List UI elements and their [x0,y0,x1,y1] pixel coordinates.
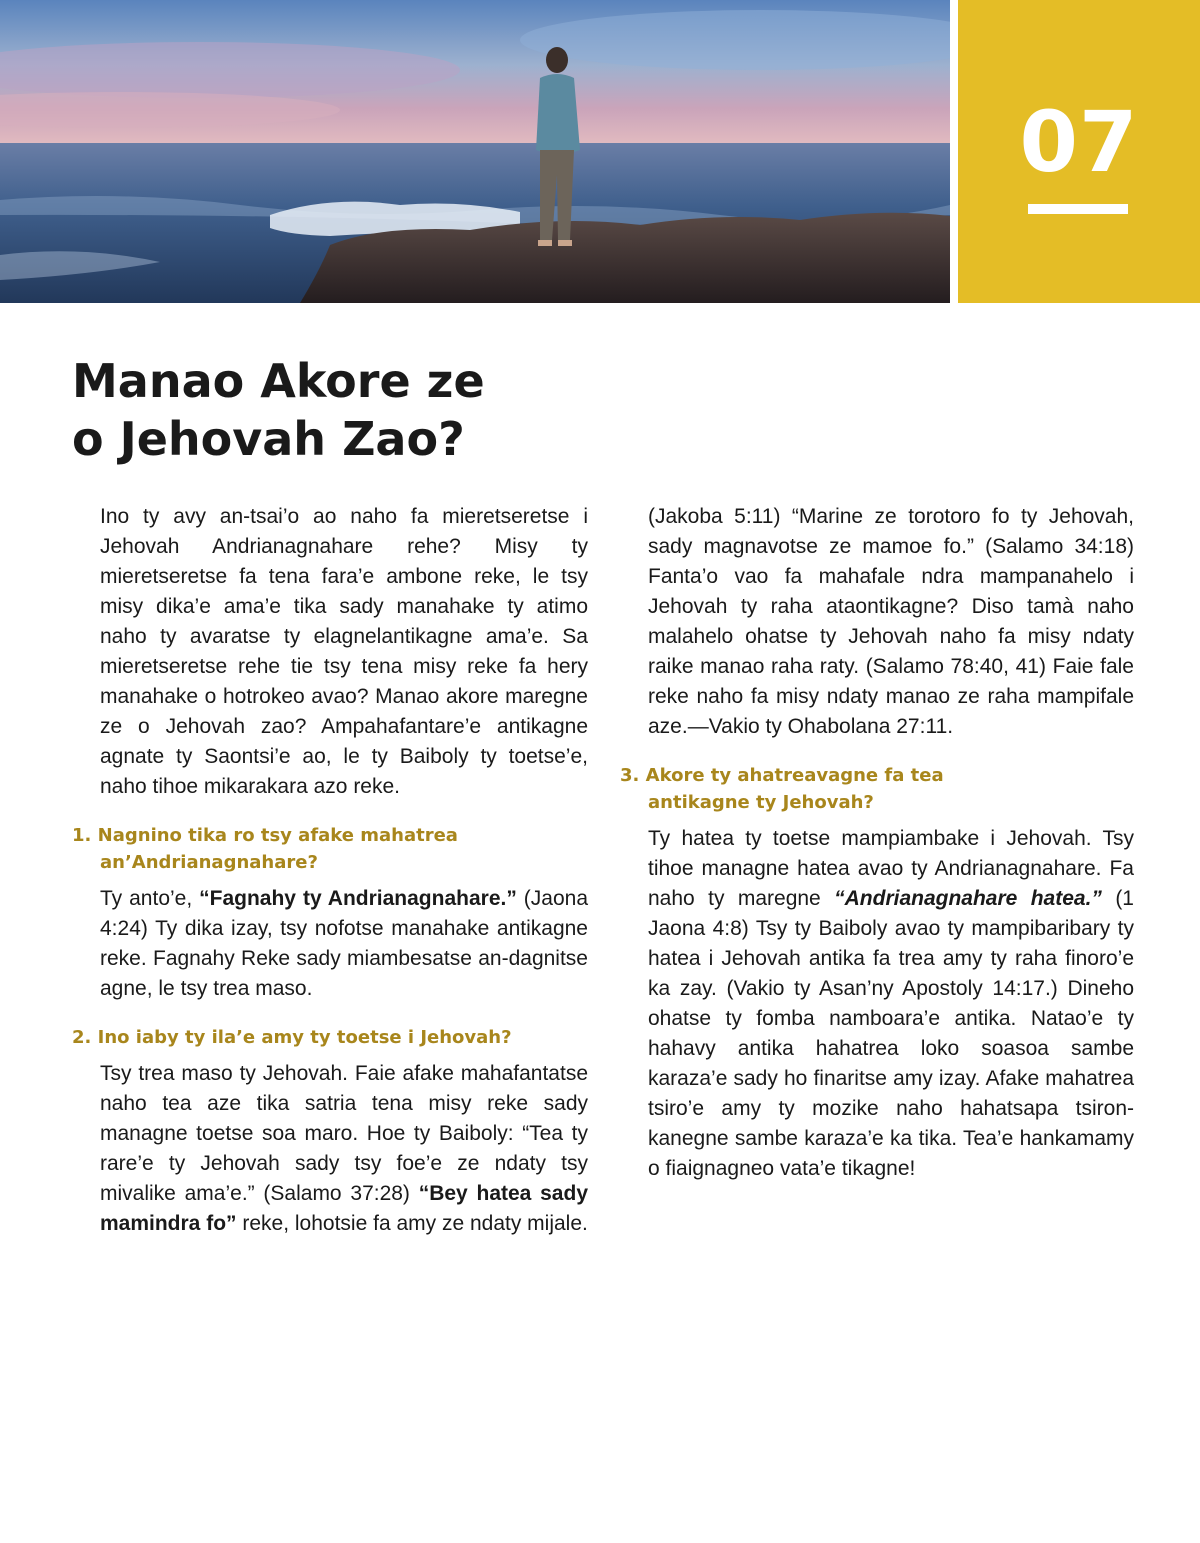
question-heading-3 [620,762,1134,816]
question-number: 1. [72,825,92,846]
answer-paragraph-1 [100,884,588,1004]
title-line-2: o Jehovah Zao? [72,412,465,466]
question-number: 3. [620,765,640,786]
answer-text: reke, lohotsie fa amy ze ndaty mijale. [236,1212,588,1235]
answer-paragraph-2 [100,1059,588,1239]
question-number: 2. [72,1027,92,1048]
answer-text: Ty hatea ty toetse mampiambake i Jehovah. Tsy tihoe managne hatea avao ty Andrianagnahare. Fa naho ty maregne [648,827,1134,910]
right-column [620,502,1134,1184]
seascape-illustration [0,0,950,303]
answer-text: (Jaona 4:24) Ty dika izay, tsy nofotse manahake antikagne reke. Fagnahy Reke sady miambesatse an-dagnitse agne, le tsy trea maso. [100,887,589,1000]
question-heading-2 [72,1024,588,1051]
question-text-line-1: Ino iaby ty ila’e amy ty toetse i Jehovah? [97,1027,512,1048]
question-heading-1 [72,822,588,876]
chapter-number: 07 [1019,93,1139,191]
answer-text: Ty anto’e, [100,887,200,910]
title-line-1: Manao Akore ze [72,354,485,408]
hero-photo [0,0,950,303]
scripture-quote: “Andrianagnahare hatea.” [834,887,1102,910]
question-text-line-2: an’Andrianagnahare? [100,852,318,873]
question-text-line-2: antikagne ty Jehovah? [648,792,874,813]
answer-text: Tsy trea maso ty Jehovah. Faie afake mahafantatse naho tea aze tika satria tena misy reke sady managne toetse soa maro. Hoe ty Baiboly: “Tea ty rare’e ty Jehovah sady tsy foe’e ze ndaty tsy mivalike ama’e.” (Salamo 37:28) [100,1062,588,1205]
answer-paragraph-3 [648,824,1134,1184]
scripture-quote: “Bey hatea sady mamindra fo” [100,1182,588,1235]
page-title [72,352,632,468]
chapter-underline [1028,204,1128,214]
intro-paragraph: Ino ty avy an-tsai’o ao naho fa mieretseretse i Jehovah Andrianagnahare rehe? Misy ty mieretseretse fa tena fara’e ambone reke, le tsy misy dika’e ama’e tika sady manahake ty atimo naho ty avaratse ty elagnelantikagne ama’e. Sa mieretseretse rehe tie tsy tena misy reke fa hery manahake o hotrokeo avao? Manao akore maregne ze o Jehovah zao? Ampahafantare’e antikagne agnate ty Saontsi’e ao, le ty Baiboly ty toetse’e, naho tihoe mikarakara azo reke. [100,505,588,798]
scripture-quote: “Fagnahy ty Andrianagnahare.” [199,887,517,910]
question-text-line-1: Nagnino tika ro tsy afake mahatrea [97,825,458,846]
answer-paragraph-2-continued: (Jakoba 5:11) “Marine ze torotoro fo ty Jehovah, sady magnavotse ze mamoe fo.” (Salamo 34:18) Fanta’o vao fa mahafale ndra mampanahelo i Jehovah ty raha ataontikagne? Diso tamà naho malahelo ohatse ty Jehovah naho fa misy ndaty raike manao raha raty. (Salamo 78:40, 41) Faie fale reke naho fa misy ndaty manao ze raha mampifale aze.—Vakio ty Ohabolana 27:11. [648,505,1134,738]
answer-text: (1 Jaona 4:8) Tsy ty Baiboly avao ty mampibaribary ty hatea i Jehovah antika fa trea amy ty raha finoro’e ka zay. (Vakio ty Asan’ny Apostoly 14:17.) Dineho ohatse ty fomba namboara’e antika. Natao’e ty hahavy antika hahatrea loko soasoa sambe karaza’e sady ho finaritse amy izay. Afake mahatrea tsiro’e amy ty mozike naho hahatsapa tsiron-kanegne sambe karaza’e ka tika. Tea’e hankamamy o fiaignagneo vata’e tikagne! [648,887,1134,1180]
question-text-line-1: Akore ty ahatreavagne fa tea [645,765,944,786]
left-column [72,502,588,1239]
chapter-badge [958,0,1200,303]
